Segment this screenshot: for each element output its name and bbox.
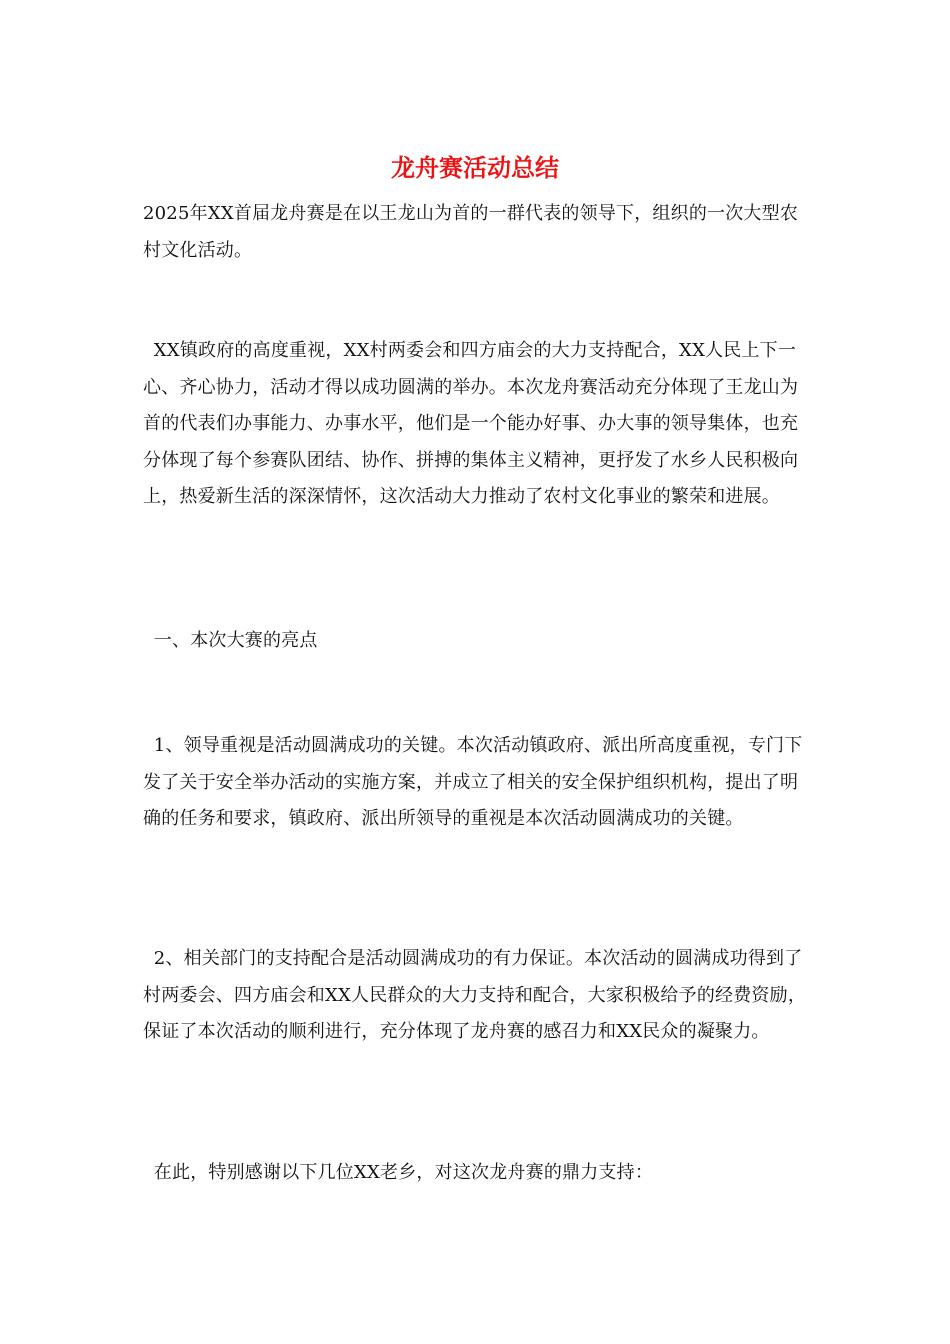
paragraph-point-2: 2、相关部门的支持配合是活动圆满成功的有力保证。本次活动的圆满成功得到了村两委会、四方庙会和XX人民群众的大力支持和配合，大家积极给予的经费资励，保证了本次活动的顺利进行，充分体现了龙舟赛的感召力和XX民众的凝聚力。 xyxy=(143,948,807,1042)
paragraph-intro: 2025年XX首届龙舟赛是在以王龙山为首的一群代表的领导下，组织的一次大型农村文化活动。 xyxy=(143,203,799,261)
paragraph-thanks: 在此，特别感谢以下几位XX老乡，对这次龙舟赛的鼎力支持： xyxy=(153,1162,654,1183)
document-title: 龙舟赛活动总结 xyxy=(391,153,559,182)
section-heading-highlights: 一、本次大赛的亮点 xyxy=(153,630,318,651)
paragraph-point-1: 1、领导重视是活动圆满成功的关键。本次活动镇政府、派出所高度重视，专门下发了关于安全举办活动的实施方案，并成立了相关的安全保护组织机构，提出了明确的任务和要求，镇政府、派出所领导的重视是本次活动圆满成功的关键。 xyxy=(143,735,803,829)
paragraph-support: XX镇政府的高度重视，XX村两委会和四方庙会的大力支持配合，XX人民上下一心、齐心协力，活动才得以成功圆满的举办。本次龙舟赛活动充分体现了王龙山为首的代表们办事能力、办事水平，他们是一个能办好事、办大事的领导集体，也充分体现了每个参赛队团结、协作、拼搏的集体主义精神，更抒发了水乡人民积极向上，热爱新生活的深深情怀，这次活动大力推动了农村文化事业的繁荣和进展。 xyxy=(143,340,799,507)
